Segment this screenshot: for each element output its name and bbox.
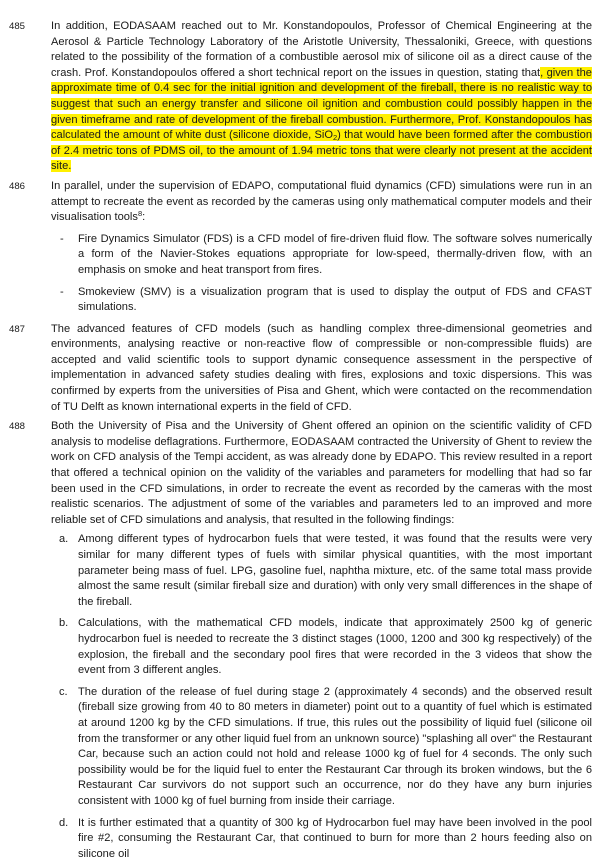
paragraph-text-end: : — [142, 211, 145, 223]
paragraph-number: 487 — [9, 322, 25, 338]
lettered-list — [51, 532, 592, 862]
paragraph-text: In parallel, under the supervision of EDAPO, computational fluid dynamics (CFD) simulations were run in an attempt to recreate the event as recorded by the cameras using only mathematical computer models and their visualisation tools — [51, 180, 592, 223]
list-item — [51, 285, 592, 316]
highlighted-text-subscript: 2 — [333, 129, 337, 141]
list-item-text: Fire Dynamics Simulator (FDS) is a CFD model of fire-driven fluid flow. The software solves numerically a form of the Navier-Stokes equations appropriate for low-speed, thermally-driven flow, with an emphasis on smoke and heat transport from fires. — [78, 233, 592, 276]
list-item-text: It is further estimated that a quantity of 300 kg of Hydrocarbon fuel may have been involved in the pool fire #2, consuming the Restaurant Car, that continued to burn for more than 2 hours feeding also on silicone oil — [78, 817, 592, 860]
paragraph-text: In addition, EODASAAM reached out to Mr. Konstandopoulos, Professor of Chemical Engineering at the Aerosol & Particle Technology Laboratory of the Aristotle University, Thessaloniki, Greece, with questions related to the possibility of the formation of a combustible aerosol mix of silicone oil as a direct cause of the crash. Prof. Konstandopoulos offered a short technical report on the issues in question, stating that — [51, 20, 592, 79]
highlighted-text: , given the approximate time of 0.4 sec for the initial ignition and development of the fireball, there is no realistic way to suggest that such an energy transfer and silicone oil ignition and combustion could possibly happen in the given timeframe and rate of development of the fireball combustion. Furthermore, Prof. Konstandopoulos has calculated the amount of white dust (silicone dioxide, SiO — [51, 67, 592, 141]
footnote-ref[interactable]: 8 — [138, 209, 142, 218]
list-item-text: Among different types of hydrocarbon fuels that were tested, it was found that the results were very similar for many different types of fuels with similar physical quantities, with the most important parameter being mass of fuel. LPG, gasoline fuel, naphtha mixture, etc. of the same total mass provide almost the same result (similar fireball size and duration) with only very small differences in the shape of the fireball. — [78, 533, 592, 607]
paragraph-486 — [0, 179, 606, 316]
paragraph-488 — [0, 419, 606, 862]
list-letter: b. — [59, 616, 68, 632]
list-dash: - — [60, 285, 64, 301]
list-letter: a. — [59, 532, 68, 548]
dash-list — [51, 232, 592, 316]
list-item — [51, 232, 592, 279]
list-dash: - — [60, 232, 64, 248]
list-item — [51, 532, 592, 610]
list-item-text: Calculations, with the mathematical CFD models, indicate that approximately 2500 kg of generic hydrocarbon fuel is needed to recreate the 3 distinct stages (1000, 1200 and 300 kg respectively) of the explosion, the fireball and the secondary pool fires that were recorded in the 3 videos that show the event from 3 different angles. — [78, 617, 592, 676]
list-item — [51, 616, 592, 678]
list-letter: d. — [59, 816, 68, 832]
paragraph-485 — [0, 19, 606, 175]
list-item — [51, 685, 592, 810]
paragraph-number: 488 — [9, 419, 25, 435]
list-item — [51, 816, 592, 862]
list-letter: c. — [59, 685, 68, 701]
highlighted-text-continued: ) that would have been formed after the combustion of 2.4 metric tons of PDMS oil, to the amount of 1.94 metric tons that were clearly not present at the accident site. — [51, 129, 592, 172]
list-item-text: Smokeview (SMV) is a visualization program that is used to display the output of FDS and CFAST simulations. — [78, 286, 592, 314]
paragraph-text: Both the University of Pisa and the University of Ghent offered an opinion on the scientific validity of CFD analysis to modelise deflagrations. Furthermore, EODASAAM contracted the University of Ghent to review the work on CFD analysis of the Tempi accident, as was already done by EDAPO. This review resulted in a report that offered a technical opinion on the validity of the variables and parameters for modelling that had so far been used in the CFD simulations, in order to recreate the event as recorded by the cameras with the most realistic scenarios. The adjustment of some of the variables and parameters led to an improved and more reliable set of CFD simulations and analysis, that resulted in the following findings: — [51, 420, 592, 526]
list-item-text: The duration of the release of fuel during stage 2 (approximately 4 seconds) and the observed result (fireball size growing from 40 to 80 meters in diameter) point out to a quantity of fuel which is estimated at around 1200 kg by the CFD simulations. If true, this rules out the possibility of liquid fuel (silicone oil from the transformer or any other liquid fuel from an unknown source) "splashing all over" the Restaurant Car, because such an action could not hold and release 1000 kg of fuel for 4 seconds. The only such possibility would be for the liquid fuel to enter the Restaurant Car through its broken windows, but the 6 Restaurant Car survivors do not support such an occurrence, nor do they have any burn injuries consistent with 1000 kg of fuel burning from inside their carriage. — [78, 686, 592, 807]
paragraph-number: 486 — [9, 179, 25, 195]
paragraph-487 — [0, 322, 606, 416]
paragraph-number: 485 — [9, 19, 25, 35]
paragraph-text: The advanced features of CFD models (such as handling complex three-dimensional geometries and environments, analysing reactive or non-reactive flow of compressible or non-compressible fluids) are accepted and valid scientific tools to support dynamic consequence assessment in the perspective of implementation in advanced safety studies dealing with fires, explosions and toxic dispersions. This was confirmed by experts from the universities of Pisa and Ghent, which were contacted on the recommendation of TU Delft as known international experts in the field of CFD. — [51, 323, 592, 413]
